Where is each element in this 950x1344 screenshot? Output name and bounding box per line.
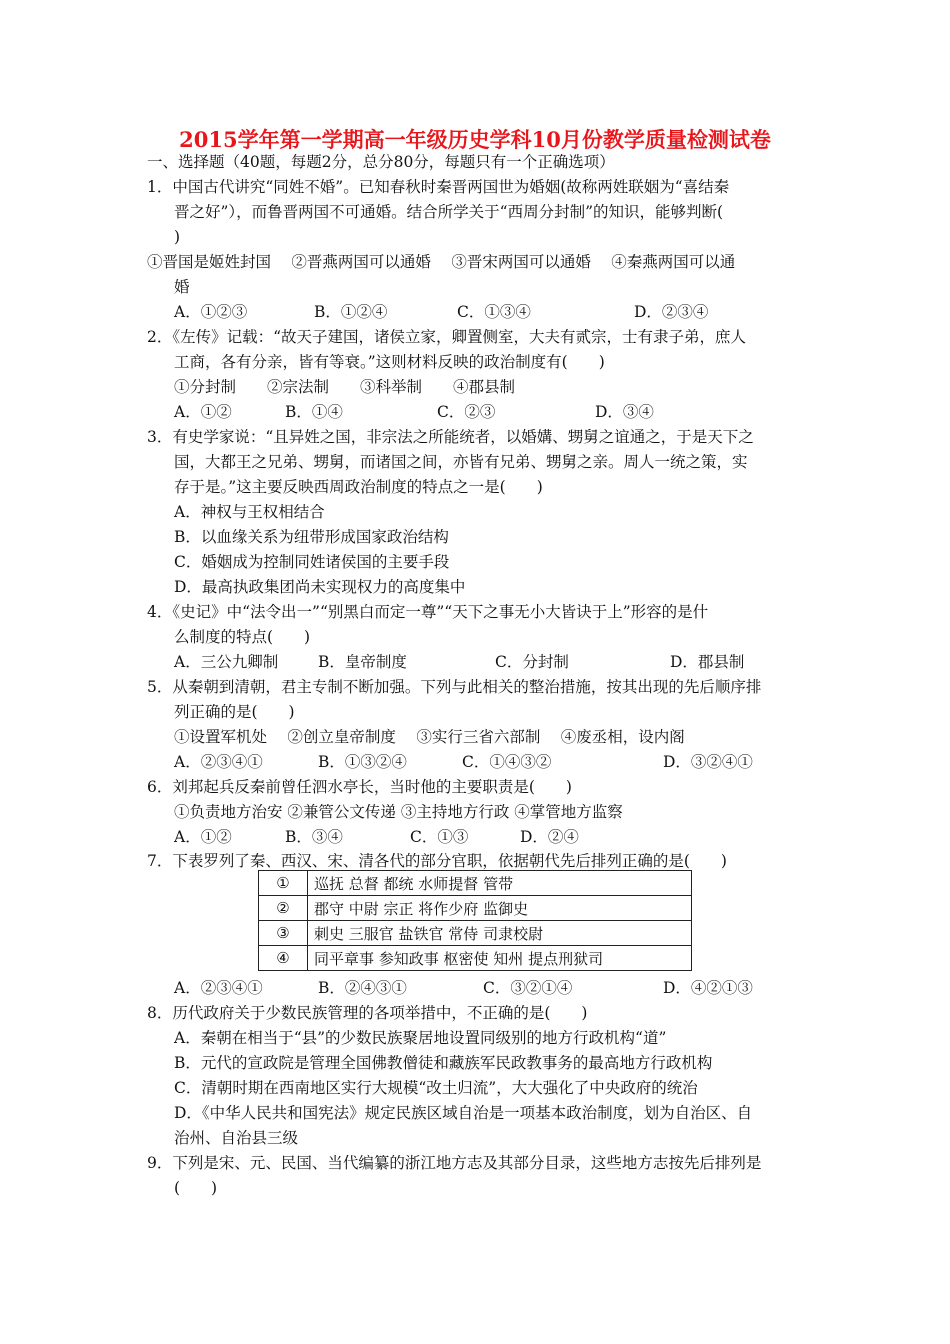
q5-option-b: B．①③②④ [318, 753, 407, 771]
table-row [259, 896, 692, 921]
table-row [259, 921, 692, 946]
q3-stem-line1: 3．有史学家说：“且异姓之国，非宗法之所能统者，以婚媾、甥舅之谊通之，于是天下之 [147, 428, 754, 446]
table-cell-number: ② [259, 896, 308, 921]
q8-option-a: A．秦朝在相当于“县”的少数民族聚居地设置同级别的地方行政机构“道” [174, 1029, 667, 1047]
q6-option-d: D．②④ [520, 828, 579, 846]
q6-items: ①负责地方治安 ②兼管公文传递 ③主持地方行政 ④掌管地方监察 [174, 803, 623, 821]
q1-items-line1: ①晋国是姬姓封国 ②晋燕两国可以通婚 ③晋宋两国可以通婚 ④秦燕两国可以通 [147, 253, 736, 271]
q1-items-line2: 婚 [174, 278, 190, 296]
q5-option-d: D．③②④① [663, 753, 753, 771]
table-cell-number: ① [259, 871, 308, 896]
q1-option-c: C．①③④ [457, 303, 531, 321]
exam-title: 2015学年第一学期高一年级历史学科10月份教学质量检测试卷 [179, 127, 771, 152]
q6-option-c: C．①③ [410, 828, 469, 846]
table-cell-officials: 刺史 三服官 盐铁官 常侍 司隶校尉 [308, 921, 692, 946]
q3-option-a: A．神权与王权相结合 [174, 503, 325, 521]
q1-stem-line2: 晋之好”），而鲁晋两国不可通婚。结合所学关于“西周分封制”的知识，能够判断( [174, 203, 724, 221]
q2-option-c: C．②③ [437, 403, 496, 421]
q3-option-b: B．以血缘关系为纽带形成国家政治结构 [174, 528, 449, 546]
q7-stem [147, 851, 727, 871]
q9-stem-line1: 9．下列是宋、元、民国、当代编纂的浙江地方志及其部分目录，这些地方志按先后排列是 [147, 1154, 762, 1172]
q8-option-c: C．清朝时期在西南地区实行大规模“改土归流”，大大强化了中央政府的统治 [174, 1079, 698, 1097]
q5-stem-line2: 列正确的是( ) [174, 703, 295, 721]
q3-option-d: D．最高执政集团尚未实现权力的高度集中 [174, 578, 466, 596]
q4-option-c: C．分封制 [495, 653, 569, 671]
q6-option-b: B．③④ [285, 828, 343, 846]
q7-stem-text: 7．下表罗列了秦、西汉、宋、清各代的部分官职，依据朝代先后排列正确的是( ) [147, 852, 727, 870]
q6-option-a: A．①② [174, 828, 232, 846]
q2-items: ①分封制 ②宗法制 ③科举制 ④郡县制 [174, 378, 516, 396]
q7-option-a: A．②③④① [174, 979, 263, 997]
q9-stem-line2: ( ) [174, 1179, 218, 1197]
q7-officials-table [258, 870, 692, 971]
q8-option-d-line2: 治州、自治县三级 [174, 1129, 299, 1147]
q7-option-b: B．②④③① [318, 979, 407, 997]
q1-stem-line3: ) [174, 228, 181, 246]
q7-option-c: C．③②①④ [483, 979, 573, 997]
q4-stem-line1: 4．《史记》中“法令出一”“别黑白而定一尊”“天下之事无小大皆诀于上”形容的是什 [147, 603, 709, 621]
section-heading: 一、选择题（40题，每题2分，总分80分，每题只有一个正确选项） [147, 153, 615, 171]
q5-option-a: A．②③④① [174, 753, 263, 771]
q1-option-b: B．①②④ [314, 303, 388, 321]
q2-option-a: A．①② [174, 403, 232, 421]
q6-stem: 6．刘邦起兵反秦前曾任泗水亭长，当时他的主要职责是( ) [147, 778, 572, 796]
table-row [259, 946, 692, 971]
q4-stem-line2: 么制度的特点( ) [174, 628, 311, 646]
table-cell-officials: 郡守 中尉 宗正 将作少府 监御史 [308, 896, 692, 921]
q1-option-d: D．②③④ [634, 303, 709, 321]
q4-option-d: D．郡县制 [670, 653, 745, 671]
q5-items: ①设置军机处 ②创立皇帝制度 ③实行三省六部制 ④废丞相，设内阁 [174, 728, 685, 746]
q2-option-b: B．①④ [285, 403, 343, 421]
q8-stem: 8．历代政府关于少数民族管理的各项举措中，不正确的是( ) [147, 1004, 588, 1022]
q4-option-a: A．三公九卿制 [174, 653, 279, 671]
q5-option-c: C．①④③② [462, 753, 552, 771]
table-cell-officials: 巡抚 总督 都统 水师提督 管带 [308, 871, 692, 896]
table-cell-officials: 同平章事 参知政事 枢密使 知州 提点刑狱司 [308, 946, 692, 971]
q2-stem-line1: 2．《左传》记载：“故天子建国，诸侯立家，卿置侧室，大夫有贰宗，士有隶子弟，庶人 [147, 328, 747, 346]
table-cell-number: ④ [259, 946, 308, 971]
q1-stem-line1: 1．中国古代讲究“同姓不婚”。已知春秋时秦晋两国世为婚姻(故称两姓联姻为“喜结秦 [147, 178, 730, 196]
q1-option-a: A．①②③ [174, 303, 248, 321]
q2-stem-line2: 工商，各有分亲，皆有等衰。”这则材料反映的政治制度有( ) [174, 353, 605, 371]
q4-option-b: B．皇帝制度 [318, 653, 407, 671]
q8-option-b: B．元代的宣政院是管理全国佛教僧徒和藏族军民政教事务的最高地方行政机构 [174, 1054, 713, 1072]
q3-stem-line3: 存于是。”这主要反映西周政治制度的特点之一是( ) [174, 478, 543, 496]
q7-option-d: D．④②①③ [663, 979, 753, 997]
q5-stem-line1: 5．从秦朝到清朝，君主专制不断加强。下列与此相关的整治措施，按其出现的先后顺序排 [147, 678, 762, 696]
q3-option-c: C．婚姻成为控制同姓诸侯国的主要手段 [174, 553, 450, 571]
q3-stem-line2: 国，大都王之兄弟、甥舅，而诸国之间，亦皆有兄弟、甥舅之亲。周人一统之策，实 [174, 453, 748, 471]
table-cell-number: ③ [259, 921, 308, 946]
q8-option-d-line1: D．《中华人民共和国宪法》规定民族区域自治是一项基本政治制度，划为自治区、自 [174, 1104, 753, 1122]
q2-option-d: D．③④ [595, 403, 654, 421]
table-row [259, 871, 692, 896]
